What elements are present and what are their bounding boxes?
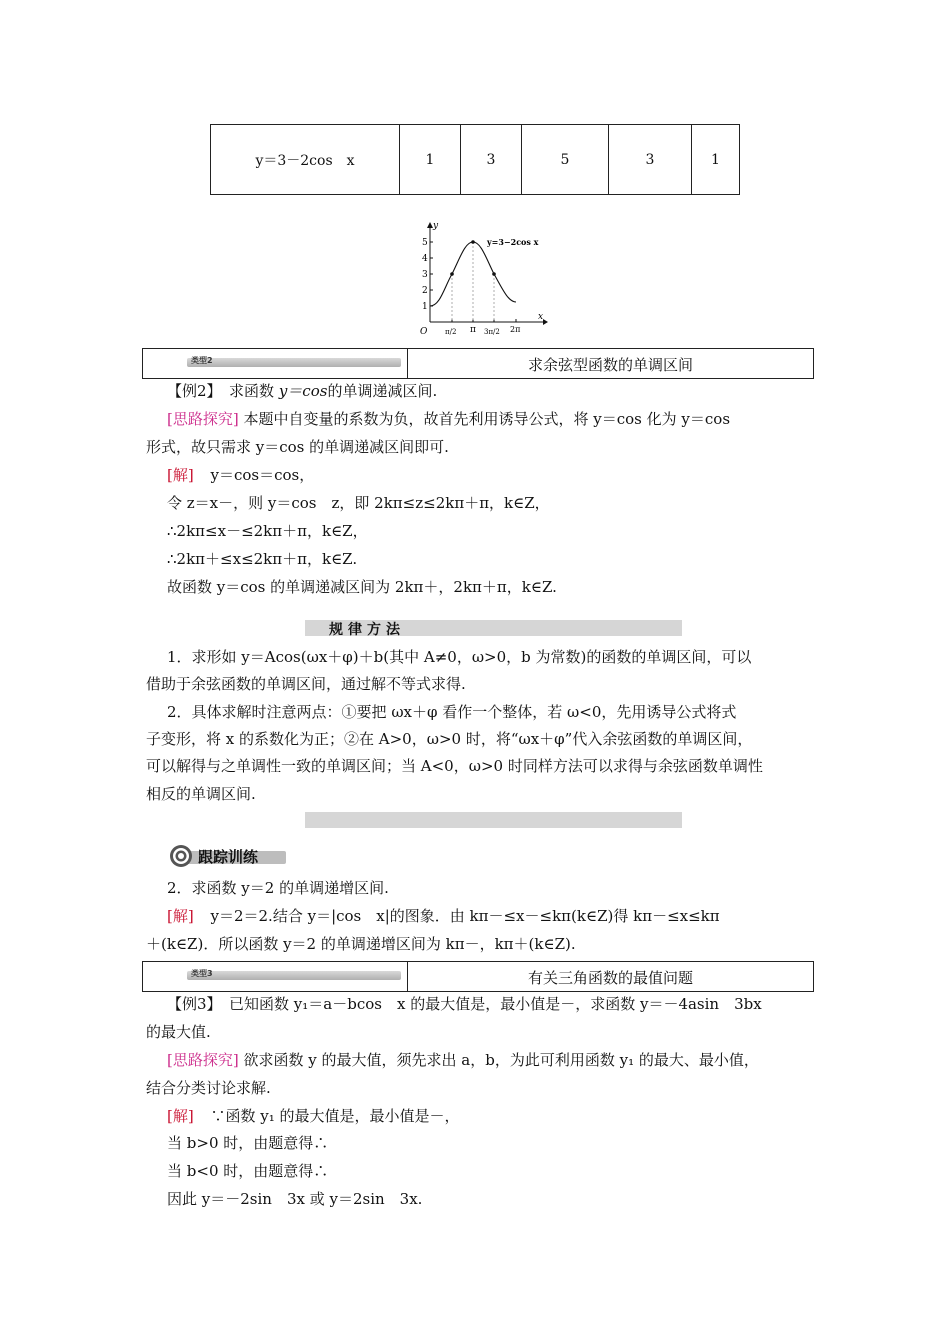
method-line: 借助于余弦函数的单调区间，通过解不等式求得.: [146, 675, 466, 693]
y-tick-label: 2: [422, 286, 428, 296]
ex3-solution-line: 当 b<0 时，由题意得∴: [167, 1162, 329, 1180]
type-tag: 类型2: [187, 358, 401, 367]
type3-header: [142, 961, 814, 992]
method-line: 子变形，将 x 的系数化为正；②在 A>0，ω>0 时，将“ωx＋φ”代入余弦函数的单调区间，: [146, 730, 753, 748]
y-tick-label: 4: [422, 254, 428, 264]
curve-point: [450, 272, 454, 276]
type-title: 有关三角函数的最值问题: [527, 969, 693, 987]
ex3-question: 【例3】 已知函数 y₁＝a－bcos x 的最大值是，最小值是－，求函数 y＝－4asin 3bx: [167, 995, 762, 1013]
table-cell: 3: [461, 125, 522, 195]
y-axis-label: y: [433, 221, 439, 231]
ex2-solution-line: ∴2kπ＋≤x≤2kπ＋π，k∈Z.: [167, 550, 358, 568]
analysis-tag: [思路探究]: [167, 410, 239, 428]
method-line: 可以解得与之单调性一致的单调区间；当 A<0，ω>0 时同样方法可以求得与余弦函数单调性: [146, 757, 763, 775]
y-tick-label: 3: [422, 270, 428, 280]
ex2-analysis-line: [思路探究] 本题中自变量的系数为负，故首先利用诱导公式，将 y＝cos 化为 y＝cos: [167, 410, 731, 428]
ex3-solution-line: 因此 y＝－2sin 3x 或 y＝2sin 3x.: [167, 1190, 423, 1208]
solution-tag: [解]: [167, 466, 194, 484]
x-tick-label: 3π/2: [484, 328, 500, 336]
ex2-analysis-line: 形式，故只需求 y＝cos 的单调递减区间即可.: [146, 438, 449, 456]
y-tick-label: 5: [422, 238, 428, 248]
table-row: [211, 125, 740, 195]
method-heading-bar: [305, 620, 682, 636]
analysis-tag: [思路探究]: [167, 1051, 239, 1069]
ex2-solution-line: ∴2kπ≤x－≤2kπ＋π，k∈Z，: [167, 522, 368, 540]
table-cell: 1: [692, 125, 740, 195]
table-cell: 3: [609, 125, 692, 195]
ex3-solution-line: [解] ∵函数 y₁ 的最大值是，最小值是－，: [167, 1107, 460, 1125]
ex3-analysis-line: [思路探究] 欲求函数 y 的最大值，须先求出 a，b，为此可利用函数 y₁ 的最大、最小值，: [167, 1051, 759, 1069]
curve-point: [471, 240, 475, 244]
x-axis-label: x: [538, 312, 544, 322]
y-tick-label: 1: [422, 302, 428, 312]
method-line: 1．求形如 y＝Acos(ωx＋φ)＋b(其中 A≠0，ω>0，b 为常数)的函数的单调区间，可以: [167, 648, 752, 666]
solution-tag: [解]: [167, 907, 194, 925]
value-table: [210, 124, 740, 195]
type-tag: 类型3: [187, 971, 401, 980]
table-label-cell: y＝3－2cos x: [211, 125, 400, 195]
method-line: 2．具体求解时注意两点：①要把 ωx＋φ 看作一个整体，若 ω<0，先用诱导公式将式: [167, 703, 737, 721]
type-title: 求余弦型函数的单调区间: [527, 356, 693, 374]
table-cell: 1: [400, 125, 461, 195]
x-tick-label: π/2: [445, 328, 457, 336]
x-tick-label: 2π: [510, 325, 521, 334]
origin-label: O: [420, 327, 428, 337]
solution-tag: [解]: [167, 1107, 194, 1125]
ex3-solution-line: 当 b>0 时，由题意得∴: [167, 1134, 329, 1152]
curve-point: [492, 272, 496, 276]
x-tick-label: π: [470, 325, 476, 335]
type2-header: [142, 348, 814, 379]
divider-bar: [305, 812, 682, 828]
training-solution-line: ＋(k∈Z)．所以函数 y＝2 的单调递增区间为 kπ－，kπ＋(k∈Z).: [146, 935, 576, 953]
ex2-solution-line: 故函数 y＝cos 的单调递减区间为 2kπ＋，2kπ＋π，k∈Z.: [167, 578, 557, 596]
table-cell: 5: [522, 125, 609, 195]
ex2-solution-line: 令 z＝x－，则 y＝cos z，即 2kπ≤z≤2kπ＋π，k∈Z，: [167, 494, 550, 512]
method-line: 相反的单调区间.: [146, 785, 256, 803]
ex2-question: 【例2】 求函数 y＝cos的单调递减区间.: [167, 382, 438, 400]
training-question: 2．求函数 y＝2 的单调递增区间.: [167, 879, 389, 897]
method-heading: 规律方法: [329, 622, 405, 638]
training-heading: 跟踪训练: [168, 843, 288, 869]
ex3-analysis-line: 结合分类讨论求解.: [146, 1079, 271, 1097]
ex3-question: 的最大值.: [146, 1023, 211, 1041]
curve-label: y=3−2cos x: [487, 237, 539, 247]
cosine-graph: [410, 218, 550, 340]
ex2-solution-line: [解] y＝cos＝cos，: [167, 466, 315, 484]
training-solution-line: [解] y＝2＝2.结合 y＝|cos x|的图象．由 kπ－≤x－≤kπ(k∈Z)得 kπ－≤x≤kπ: [167, 907, 720, 925]
